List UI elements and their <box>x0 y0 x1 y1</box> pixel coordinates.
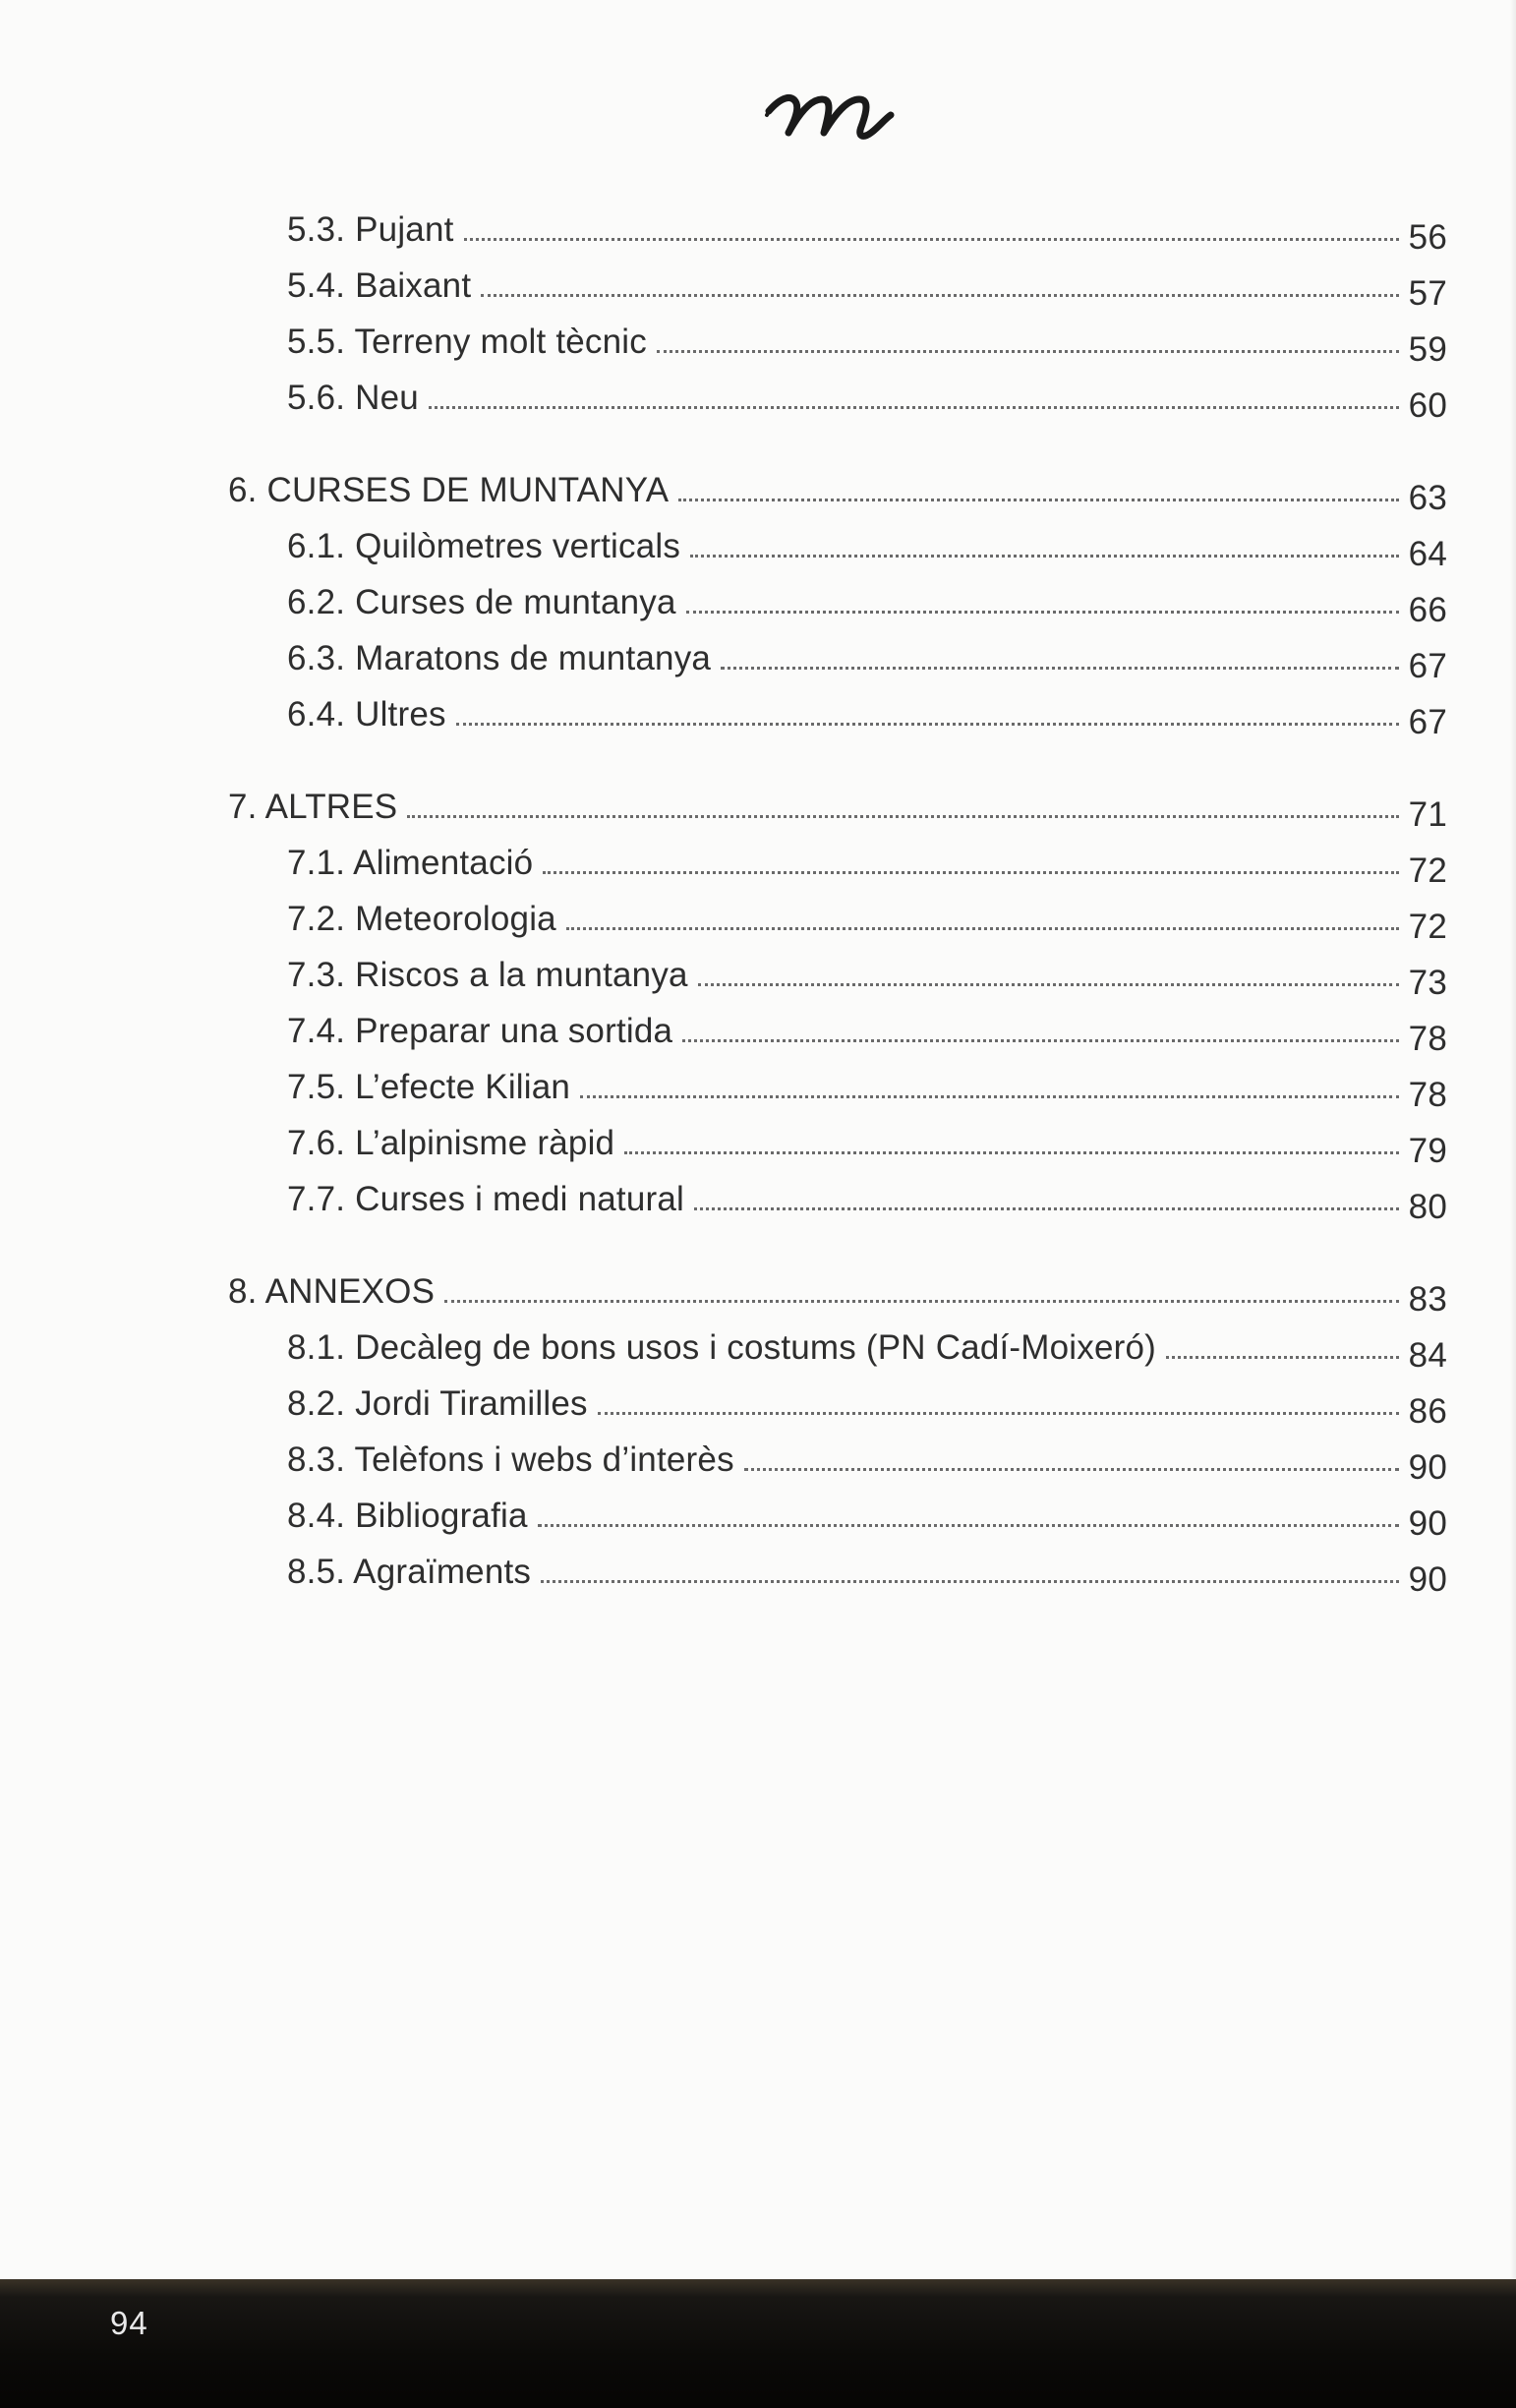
toc-entry-page-number: 84 <box>1408 1336 1447 1375</box>
dot-leader <box>678 499 1398 501</box>
toc-entry <box>228 835 1447 891</box>
toc-entry <box>228 1059 1447 1115</box>
toc-entry <box>228 1488 1447 1544</box>
toc-entry <box>228 686 1447 742</box>
toc-entry-title: 7.2. Meteorologia <box>287 900 556 938</box>
toc-entry-page-number: 63 <box>1408 479 1447 517</box>
toc-entry <box>228 1544 1447 1600</box>
toc-entry-page-number: 72 <box>1408 852 1447 890</box>
toc-entry-page-number: 86 <box>1408 1392 1447 1431</box>
toc-entry <box>228 1115 1447 1171</box>
page-edge-shadow <box>1510 0 1516 2279</box>
dot-leader <box>721 667 1399 670</box>
toc-entry <box>228 202 1447 258</box>
toc-chapter-heading <box>228 462 1447 518</box>
toc-entry-page-number: 60 <box>1408 386 1447 425</box>
toc-entry-page-number: 59 <box>1408 330 1447 369</box>
toc-chapter-heading <box>228 1263 1447 1320</box>
toc-entry-title: 5.5. Terreny molt tècnic <box>287 323 647 361</box>
toc-entry-title: 6.4. Ultres <box>287 695 446 734</box>
toc-entry-title: 7. ALTRES <box>228 788 398 826</box>
toc-entry <box>228 314 1447 370</box>
toc-entry-page-number: 64 <box>1408 535 1447 573</box>
toc-entry-title: 7.7. Curses i medi natural <box>287 1180 684 1218</box>
toc-entry <box>228 574 1447 630</box>
toc-entry-title: 7.1. Alimentació <box>287 844 534 882</box>
toc-entry <box>228 370 1447 426</box>
dot-leader <box>698 983 1399 986</box>
toc-entry-title: 8.5. Agraïments <box>287 1553 532 1591</box>
dot-leader <box>744 1468 1399 1471</box>
toc-entry <box>228 1432 1447 1488</box>
toc-entry-title: 8.2. Jordi Tiramilles <box>287 1384 588 1423</box>
toc-entry-title: 6.3. Maratons de muntanya <box>287 639 712 677</box>
dot-leader <box>566 927 1399 930</box>
toc-entry <box>228 947 1447 1003</box>
dot-leader <box>657 350 1399 353</box>
table-of-contents <box>228 202 1447 1636</box>
script-m-logo-icon <box>747 54 944 162</box>
toc-entry-title: 7.3. Riscos a la muntanya <box>287 956 688 994</box>
toc-entry <box>228 1003 1447 1059</box>
toc-entry-page-number: 67 <box>1408 647 1447 685</box>
toc-entry-page-number: 71 <box>1408 795 1447 834</box>
toc-entry-title: 5.6. Neu <box>287 379 419 417</box>
toc-chapter-heading <box>228 779 1447 835</box>
dot-leader <box>464 238 1399 241</box>
toc-entry-page-number: 83 <box>1408 1280 1447 1319</box>
toc-entry-title: 7.6. L’alpinisme ràpid <box>287 1124 615 1162</box>
toc-entry-title: 8.1. Decàleg de bons usos i costums (PN Cadí-Moixeró) <box>287 1328 1157 1367</box>
footer-band <box>0 2279 1516 2408</box>
dot-leader <box>444 1300 1399 1303</box>
dot-leader <box>624 1151 1398 1154</box>
toc-entry-title: 8.4. Bibliografia <box>287 1497 528 1535</box>
toc-entry-page-number: 90 <box>1408 1560 1447 1599</box>
dot-leader <box>694 1207 1399 1210</box>
dot-leader <box>543 871 1398 874</box>
toc-section <box>228 202 1447 426</box>
toc-entry-title: 7.5. L’efecte Kilian <box>287 1068 571 1106</box>
toc-entry <box>228 518 1447 574</box>
toc-entry-page-number: 73 <box>1408 964 1447 1002</box>
toc-entry-title: 6. CURSES DE MUNTANYA <box>228 471 670 509</box>
toc-section <box>228 779 1447 1227</box>
dot-leader <box>686 611 1399 614</box>
toc-entry-title: 6.2. Curses de muntanya <box>287 583 676 621</box>
dot-leader <box>456 723 1399 726</box>
toc-entry-title: 7.4. Preparar una sortida <box>287 1012 673 1050</box>
page-number: 94 <box>110 2305 148 2341</box>
dot-leader <box>580 1095 1399 1098</box>
dot-leader <box>538 1524 1399 1527</box>
toc-entry-page-number: 90 <box>1408 1504 1447 1543</box>
toc-section <box>228 1263 1447 1600</box>
toc-entry <box>228 891 1447 947</box>
toc-section <box>228 462 1447 742</box>
toc-entry <box>228 630 1447 686</box>
toc-entry-page-number: 67 <box>1408 703 1447 741</box>
toc-entry-page-number: 66 <box>1408 591 1447 629</box>
toc-entry-page-number: 78 <box>1408 1076 1447 1114</box>
toc-entry-title: 6.1. Quilòmetres verticals <box>287 527 681 565</box>
toc-entry <box>228 1376 1447 1432</box>
dot-leader <box>429 406 1399 409</box>
toc-entry-title: 8.3. Telèfons i webs d’interès <box>287 1440 734 1479</box>
dot-leader <box>682 1039 1398 1042</box>
toc-entry <box>228 258 1447 314</box>
toc-entry-page-number: 72 <box>1408 908 1447 946</box>
dot-leader <box>1166 1356 1399 1359</box>
dot-leader <box>481 294 1398 297</box>
footer-band-shade <box>0 2279 1516 2297</box>
toc-entry-page-number: 57 <box>1408 274 1447 313</box>
toc-entry-page-number: 78 <box>1408 1020 1447 1058</box>
toc-entry-page-number: 80 <box>1408 1188 1447 1226</box>
toc-entry-page-number: 90 <box>1408 1448 1447 1487</box>
toc-entry-page-number: 56 <box>1408 218 1447 257</box>
toc-entry <box>228 1320 1447 1376</box>
toc-entry <box>228 1171 1447 1227</box>
toc-entry-title: 5.3. Pujant <box>287 210 454 249</box>
dot-leader <box>598 1412 1399 1415</box>
toc-entry-title: 5.4. Baixant <box>287 266 472 305</box>
dot-leader <box>541 1580 1399 1583</box>
toc-entry-page-number: 79 <box>1408 1132 1447 1170</box>
dot-leader <box>407 815 1398 818</box>
toc-entry-title: 8. ANNEXOS <box>228 1272 436 1311</box>
dot-leader <box>690 555 1399 558</box>
